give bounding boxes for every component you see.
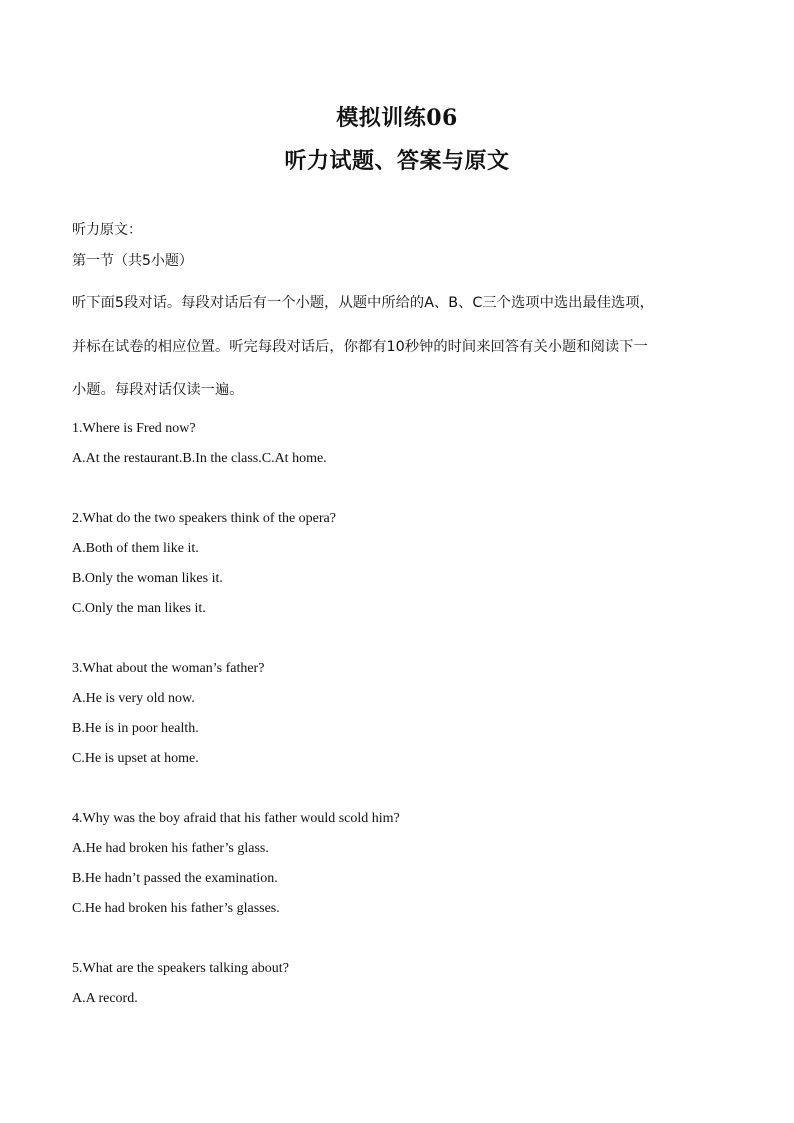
question-3-option-c: C.He is upset at home.	[72, 751, 199, 766]
page-title: 模拟训练06	[336, 105, 458, 131]
question-2-option-a: A.Both of them like it.	[72, 541, 199, 556]
question-1: 1.Where is Fred now?	[72, 421, 196, 436]
question-2: 2.What do the two speakers think of the opera?	[72, 511, 336, 526]
question-5-option-a: A.A record.	[72, 991, 138, 1006]
question-2-option-c: C.Only the man likes it.	[72, 601, 206, 616]
instructions-line: 小题。每段对话仅读一遍。	[72, 382, 244, 398]
question-4-option-a: A.He had broken his father’s glass.	[72, 841, 269, 856]
page-subtitle: 听力试题、答案与原文	[284, 148, 510, 174]
question-1-options: A.At the restaurant.B.In the class.C.At home.	[72, 451, 327, 466]
question-4-option-b: B.He hadn’t passed the examination.	[72, 871, 278, 886]
question-3-option-a: A.He is very old now.	[72, 691, 195, 706]
instructions-line: 听下面5段对话。每段对话后有一个小题，从题中所给的A、B、C三个选项中选出最佳选项，	[72, 295, 654, 311]
question-3-option-b: B.He is in poor health.	[72, 721, 199, 736]
question-5: 5.What are the speakers talking about?	[72, 961, 289, 976]
section-label: 听力原文：	[72, 222, 142, 238]
question-3: 3.What about the woman’s father?	[72, 661, 265, 676]
question-4: 4.Why was the boy afraid that his father would scold him?	[72, 811, 400, 826]
instructions-line: 并标在试卷的相应位置。听完每段对话后，你都有10秒钟的时间来回答有关小题和阅读下一	[72, 339, 648, 355]
section-part: 第一节（共5小题）	[72, 253, 193, 269]
question-2-option-b: B.Only the woman likes it.	[72, 571, 223, 586]
question-4-option-c: C.He had broken his father’s glasses.	[72, 901, 280, 916]
